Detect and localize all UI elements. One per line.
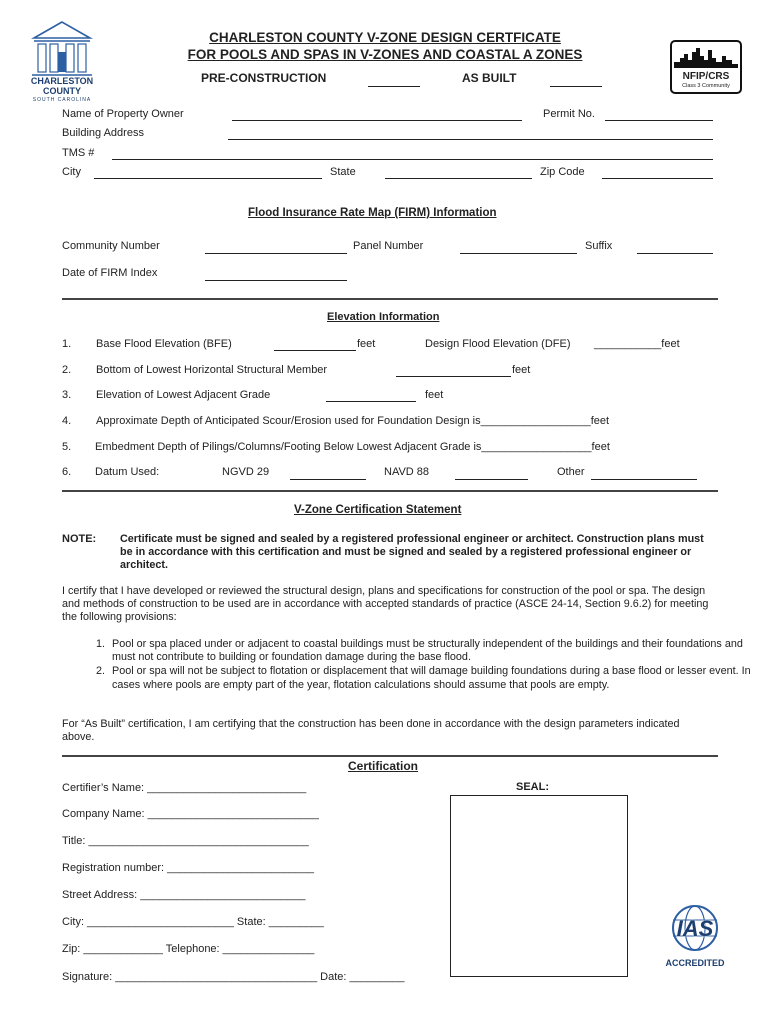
certifier-name-field[interactable]: Certifier’s Name: __________________________ xyxy=(62,782,307,794)
street-address-field[interactable]: Street Address: ___________________________ xyxy=(62,889,306,901)
zip-label: Zip Code xyxy=(540,166,585,178)
permit-label: Permit No. xyxy=(543,108,595,120)
cert-city-state-field[interactable]: City: ________________________ State: _________ xyxy=(62,916,324,928)
firm-date-label: Date of FIRM Index xyxy=(62,267,158,279)
dfe-label: Design Flood Elevation (DFE) xyxy=(425,338,571,350)
courthouse-icon xyxy=(30,18,94,80)
tms-label: TMS # xyxy=(62,147,95,159)
datum-label: Datum Used: xyxy=(95,466,160,478)
section-divider xyxy=(62,298,718,300)
pre-construction-label: PRE-CONSTRUCTION xyxy=(201,71,327,85)
elevation-item-4-num: 4. xyxy=(62,415,72,427)
tms-field[interactable] xyxy=(112,159,713,160)
elevation-item-3-num: 3. xyxy=(62,389,72,401)
ngvd-label: NGVD 29 xyxy=(222,466,270,478)
nfip-crs-label: NFIP/CRS xyxy=(682,71,730,82)
nfip-crs-logo xyxy=(670,40,742,94)
panel-number-field[interactable] xyxy=(460,253,577,254)
seal-box[interactable] xyxy=(450,795,628,977)
statement-heading: V-Zone Certification Statement xyxy=(294,504,462,516)
state-field[interactable] xyxy=(385,178,532,179)
city-field[interactable] xyxy=(94,178,322,179)
as-built-label: AS BUILT xyxy=(462,71,517,85)
other-field[interactable] xyxy=(591,479,697,480)
embedment-depth-label[interactable]: Embedment Depth of Pilings/Columns/Footing Below Lowest Adjacent Grade is__________________feet xyxy=(95,441,610,453)
as-built-checkbox-line[interactable] xyxy=(550,86,602,87)
provision-item: 2. Pool or spa will not be subject to flotation or displacement that will damage building foundations during a base flood or lesser event. In cases where pools are empty part of the year, flotation calculations should assume that pools are empty. xyxy=(108,665,758,691)
section-divider xyxy=(62,490,718,492)
as-built-text: For “As Built” certification, I am certifying that the construction has been done in accordance with the design parameters indicated above. xyxy=(62,718,680,744)
dfe-field[interactable]: ___________feet xyxy=(594,338,680,350)
owner-field[interactable] xyxy=(232,120,522,121)
certify-text: I certify that I have developed or reviewed the structural design, plans and specifications for construction of the pool or spa. The design and methods of construction to be used are in accordance with accepted standards of practice (ASCE 24-14, Section 9.6.2) for meeting the following provisions: xyxy=(62,585,709,624)
elevation-heading: Elevation Information xyxy=(327,311,440,323)
certification-heading: Certification xyxy=(348,759,419,773)
address-field[interactable] xyxy=(228,139,713,140)
lowest-grade-label: Elevation of Lowest Adjacent Grade xyxy=(96,389,271,401)
registration-number-field[interactable]: Registration number: ________________________ xyxy=(62,862,314,874)
seal-label: SEAL: xyxy=(516,781,549,793)
lowest-grade-unit: feet xyxy=(425,389,444,401)
skyline-icon xyxy=(672,44,740,70)
accredited-label: ACCREDITED xyxy=(665,958,725,968)
suffix-field[interactable] xyxy=(637,253,713,254)
class-community-label: Class 3 Community xyxy=(682,83,730,89)
ngvd-field[interactable] xyxy=(290,479,366,480)
bfe-unit: feet xyxy=(357,338,376,350)
zip-telephone-field[interactable]: Zip: _____________ Telephone: _______________ xyxy=(62,943,315,955)
bfe-field[interactable] xyxy=(274,350,356,351)
logo-text-charleston: CHARLESTON xyxy=(30,76,94,86)
ias-accredited-logo xyxy=(664,902,726,972)
logo-text-county: COUNTY xyxy=(43,86,81,96)
firm-heading: Flood Insurance Rate Map (FIRM) Information xyxy=(248,207,497,219)
zip-field[interactable] xyxy=(602,178,713,179)
signature-date-field[interactable]: Signature: _________________________________ Date: _________ xyxy=(62,971,405,983)
owner-label: Name of Property Owner xyxy=(62,108,184,120)
scour-depth-label[interactable]: Approximate Depth of Anticipated Scour/Erosion used for Foundation Design is__________________feet xyxy=(96,415,610,427)
elevation-item-2-num: 2. xyxy=(62,364,72,376)
logo-text-state: SOUTH CAROLINA xyxy=(32,97,92,103)
firm-date-field[interactable] xyxy=(205,280,347,281)
title-field[interactable]: Title: ____________________________________ xyxy=(62,835,309,847)
permit-field[interactable] xyxy=(605,120,713,121)
elevation-item-5-num: 5. xyxy=(62,441,72,453)
provisions-list xyxy=(62,638,758,693)
lowest-member-unit: feet xyxy=(512,364,531,376)
note-label: NOTE: xyxy=(62,533,97,545)
community-number-field[interactable] xyxy=(205,253,347,254)
document-title-line2: FOR POOLS AND SPAS IN V-ZONES AND COASTAL A ZONES xyxy=(187,47,583,62)
elevation-item-6-num: 6. xyxy=(62,466,72,478)
navd-field[interactable] xyxy=(455,479,528,480)
section-divider xyxy=(62,755,718,757)
charleston-county-logo xyxy=(30,18,94,104)
lowest-member-field[interactable] xyxy=(396,376,511,377)
city-label: City xyxy=(62,166,81,178)
suffix-label: Suffix xyxy=(585,240,613,252)
other-label: Other xyxy=(557,466,585,478)
document-title-line1: CHARLESTON COUNTY V-ZONE DESIGN CERTFICATE xyxy=(209,30,561,45)
lowest-member-label: Bottom of Lowest Horizontal Structural Member xyxy=(96,364,328,376)
panel-number-label: Panel Number xyxy=(353,240,424,252)
navd-label: NAVD 88 xyxy=(384,466,430,478)
state-label: State xyxy=(330,166,356,178)
community-number-label: Community Number xyxy=(62,240,160,252)
company-name-field[interactable]: Company Name: ____________________________ xyxy=(62,808,319,820)
ias-label: IAS xyxy=(676,916,714,941)
provision-item: 1. Pool or spa placed under or adjacent to coastal buildings must be structurally independent of the buildings and their foundations and must not contribute to building or foundation damage during the base flood. xyxy=(108,638,758,664)
lowest-grade-field[interactable] xyxy=(326,401,416,402)
note-text: Certificate must be signed and sealed by a registered professional engineer or architect. Construction plans must be in accordance with this certification and must be signed and sealed by a registered professional engineer or architect. xyxy=(120,533,704,572)
bfe-label: Base Flood Elevation (BFE) xyxy=(96,338,232,350)
address-label: Building Address xyxy=(62,127,144,139)
pre-construction-checkbox-line[interactable] xyxy=(368,86,420,87)
elevation-item-1-num: 1. xyxy=(62,338,72,350)
